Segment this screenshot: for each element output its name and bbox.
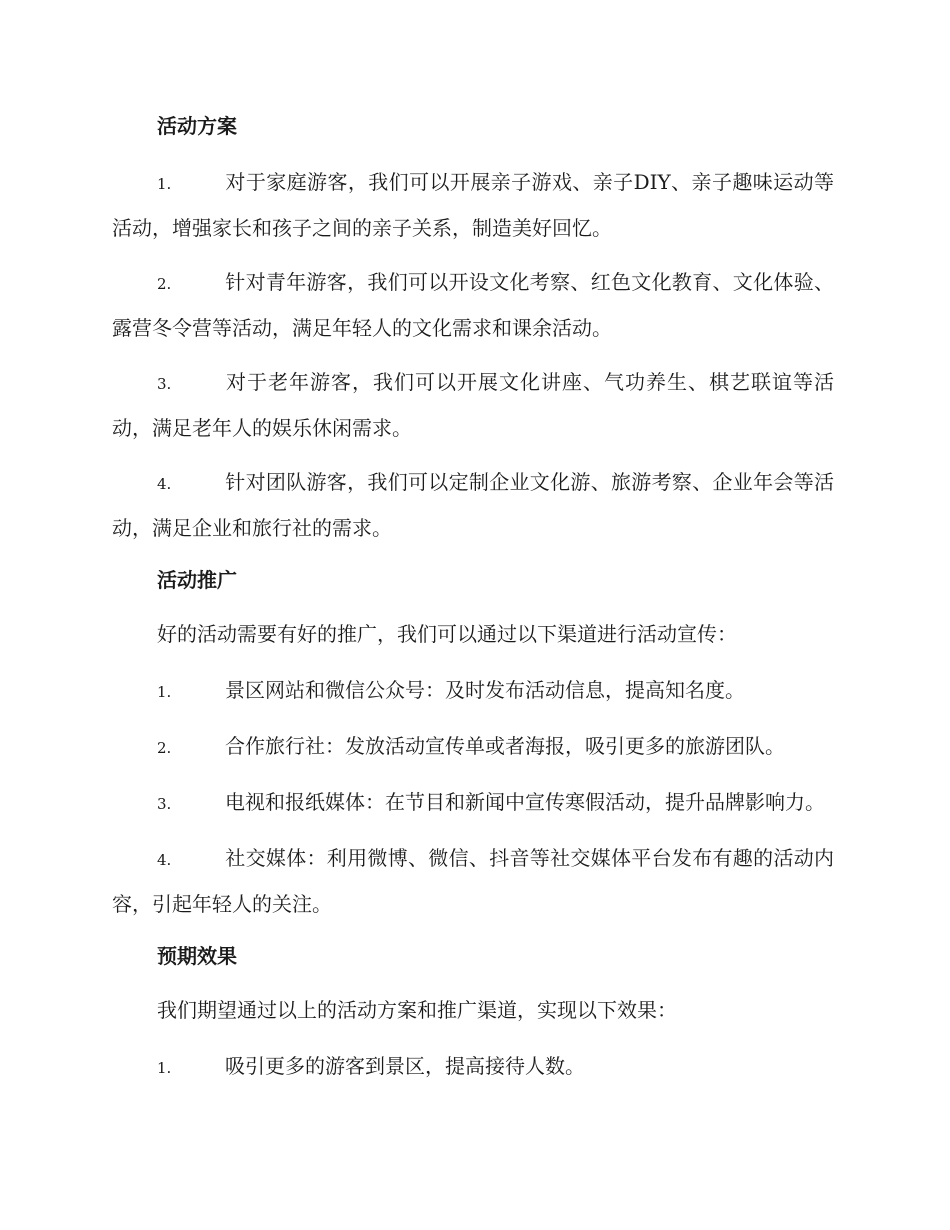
list-number: 2. — [157, 739, 172, 757]
section-intro: 好的活动需要有好的推广，我们可以通过以下渠道进行活动宣传： — [157, 622, 737, 646]
list-number: 3. — [157, 375, 172, 393]
list-number: 4. — [157, 851, 172, 869]
list-item — [112, 160, 834, 250]
list-item-text: 对于老年游客，我们可以开展文化讲座、气功养生、棋艺联谊等活动，满足老年人的娱乐休闲需求。 — [112, 370, 834, 440]
list-item-text: 社交媒体：利用微博、微信、抖音等社交媒体平台发布有趣的活动内容，引起年轻人的关注。 — [112, 846, 834, 916]
list-item — [112, 780, 834, 826]
list-number: 1. — [157, 683, 172, 701]
section-heading-activity-plan: 活动方案 — [157, 114, 237, 138]
list-item — [112, 360, 834, 450]
list-item — [112, 836, 834, 926]
list-item — [112, 1044, 834, 1090]
list-item-text: 电视和报纸媒体：在节目和新闻中宣传寒假活动，提升品牌影响力。 — [225, 790, 825, 814]
section-heading-promotion: 活动推广 — [157, 568, 237, 592]
list-item-text: 针对团队游客，我们可以定制企业文化游、旅游考察、企业年会等活动，满足企业和旅行社的需求。 — [112, 470, 834, 540]
list-number: 1. — [157, 1059, 172, 1077]
list-item — [112, 668, 834, 714]
list-item-text: 合作旅行社：发放活动宣传单或者海报，吸引更多的旅游团队。 — [225, 734, 785, 758]
list-item-text: 对于家庭游客，我们可以开展亲子游戏、亲子DIY、亲子趣味运动等活动，增强家长和孩子之间的亲子关系，制造美好回忆。 — [112, 170, 834, 240]
list-item-text: 景区网站和微信公众号：及时发布活动信息，提高知名度。 — [225, 678, 745, 702]
list-item — [112, 724, 834, 770]
section-intro: 我们期望通过以上的活动方案和推广渠道，实现以下效果： — [157, 998, 677, 1022]
list-item-text: 针对青年游客，我们可以开设文化考察、红色文化教育、文化体验、露营冬令营等活动，满足年轻人的文化需求和课余活动。 — [112, 270, 834, 340]
list-item-text: 吸引更多的游客到景区，提高接待人数。 — [225, 1054, 585, 1078]
section-heading-expected-results: 预期效果 — [157, 944, 237, 968]
list-number: 3. — [157, 795, 172, 813]
list-item — [112, 260, 834, 350]
list-number: 2. — [157, 275, 172, 293]
document-page — [112, 106, 834, 1100]
list-item — [112, 460, 834, 550]
list-number: 4. — [157, 475, 172, 493]
list-number: 1. — [157, 175, 172, 193]
